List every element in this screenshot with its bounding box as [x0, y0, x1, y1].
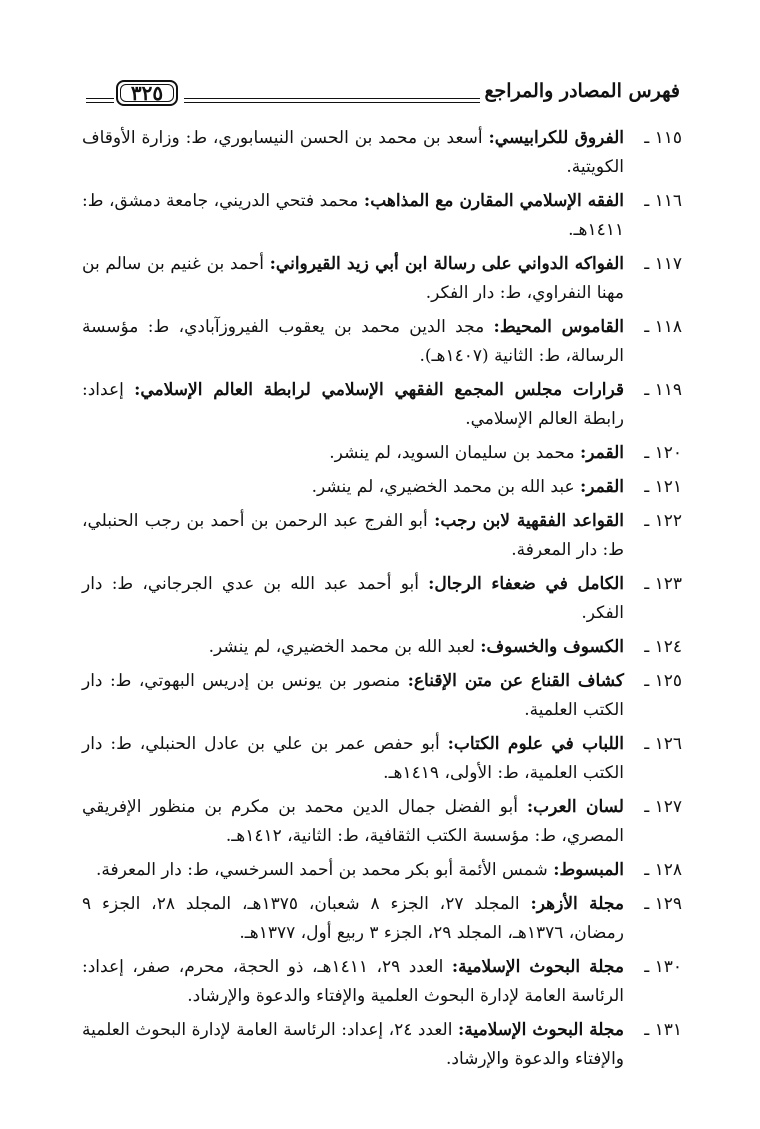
entry-description: أبو الفضل جمال الدين محمد بن مكرم بن منظور الإفريقي المصري، ط: مؤسسة الكتب الثقافية، ط: الثانية، ١٤١٢هـ. [82, 797, 624, 846]
entry-title: المبسوط: [553, 860, 624, 880]
references-list [82, 124, 682, 1079]
entry-number: ١١٦ ـ [644, 191, 682, 211]
entry-description: العدد ٢٤، إعداد: الرئاسة العامة لإدارة البحوث العلمية والإفتاء والدعوة والإرشاد. [82, 1020, 624, 1069]
entry-description: محمد بن سليمان السويد، لم ينشر. [329, 443, 580, 463]
entry-title: لسان العرب: [526, 797, 624, 817]
header-rule-left [86, 98, 114, 103]
entry-title: مجلة البحوث الإسلامية: [457, 1020, 625, 1040]
reference-entry [82, 667, 682, 725]
entry-title: الفقه الإسلامي المقارن مع المذاهب: [363, 191, 624, 211]
entry-description: أبو حفص عمر بن علي بن عادل الحنبلي، ط: دار الكتب العلمية، ط: الأولى، ١٤١٩هـ. [82, 734, 624, 783]
entry-number: ١٣١ ـ [644, 1020, 682, 1040]
entry-title: القمر: [580, 443, 624, 463]
reference-entry [82, 1016, 682, 1074]
entry-description: إعداد: رابطة العالم الإسلامي. [82, 380, 624, 429]
entry-number: ١٢٩ ـ [644, 894, 682, 914]
page-header [86, 78, 680, 108]
entry-description: مجد الدين محمد بن يعقوب الفيروزآبادي، ط: مؤسسة الرسالة، ط: الثانية (١٤٠٧هـ). [82, 317, 624, 366]
entry-title: مجلة البحوث الإسلامية: [451, 957, 625, 977]
entry-title: القواعد الفقهية لابن رجب: [434, 511, 624, 531]
entry-description: المجلد ٢٧، الجزء ٨ شعبان، ١٣٧٥هـ، المجلد ٢٨، الجزء ٩ رمضان، ١٣٧٦هـ، المجلد ٢٩، الجزء ٣ ربيع أول، ١٣٧٧هـ. [82, 894, 624, 943]
reference-entry [82, 633, 682, 662]
entry-number: ١٢٨ ـ [644, 860, 682, 880]
entry-description: أبو الفرج عبد الرحمن بن أحمد بن رجب الحنبلي، ط: دار المعرفة. [82, 511, 624, 560]
reference-entry [82, 187, 682, 245]
entry-description: محمد فتحي الدريني، جامعة دمشق، ط: ١٤١١هـ. [82, 191, 624, 240]
entry-number: ١٣٠ ـ [644, 957, 682, 977]
reference-entry [82, 570, 682, 628]
entry-description: عبد الله بن محمد الخضيري، لم ينشر. [311, 477, 580, 497]
entry-number: ١٢٦ ـ [644, 734, 682, 754]
header-rule [184, 98, 480, 103]
entry-number: ١١٧ ـ [644, 254, 682, 274]
entry-title: الكامل في ضعفاء الرجال: [428, 574, 624, 594]
entry-title: الفروق للكرابيسي: [488, 128, 624, 148]
reference-entry [82, 124, 682, 182]
reference-entry [82, 730, 682, 788]
entry-description: أسعد بن محمد بن الحسن النيسابوري، ط: وزارة الأوقاف الكويتية. [82, 128, 624, 177]
entry-description: العدد ٢٩، ١٤١١هـ، ذو الحجة، محرم، صفر، إعداد: الرئاسة العامة لإدارة البحوث العلمية والإفتاء والدعوة والإرشاد. [82, 957, 624, 1006]
running-title: فهرس المصادر والمراجع [484, 80, 680, 102]
entry-number: ١٢٥ ـ [644, 671, 682, 691]
reference-entry [82, 439, 682, 468]
entry-number: ١١٩ ـ [644, 380, 682, 400]
entry-description: أحمد بن غنيم بن سالم بن مهنا النفراوي، ط: دار الفكر. [82, 254, 624, 303]
entry-number: ١٢٠ ـ [644, 443, 682, 463]
entry-title: مجلة الأزهر: [530, 894, 624, 914]
entry-number: ١١٨ ـ [644, 317, 682, 337]
entry-title: كشاف القناع عن متن الإقناع: [407, 671, 624, 691]
entry-title: القاموس المحيط: [493, 317, 624, 337]
reference-entry [82, 250, 682, 308]
entry-number: ١٢٢ ـ [644, 511, 682, 531]
entry-description: منصور بن يونس بن إدريس البهوتي، ط: دار الكتب العلمية. [82, 671, 624, 720]
reference-entry [82, 376, 682, 434]
reference-entry [82, 793, 682, 851]
entry-number: ١٢٤ ـ [644, 637, 682, 657]
reference-entry [82, 507, 682, 565]
entry-description: لعبد الله بن محمد الخضيري، لم ينشر. [208, 637, 481, 657]
page-number: ٣٢٥ [116, 80, 178, 106]
entry-description: شمس الأئمة أبو بكر محمد بن أحمد السرخسي، ط: دار المعرفة. [95, 860, 554, 880]
entry-title: الكسوف والخسوف: [480, 637, 624, 657]
entry-number: ١١٥ ـ [644, 128, 682, 148]
reference-entry [82, 313, 682, 371]
entry-number: ١٢١ ـ [644, 477, 682, 497]
reference-entry [82, 856, 682, 885]
reference-entry [82, 890, 682, 948]
entry-description: أبو أحمد عبد الله بن عدي الجرجاني، ط: دار الفكر. [82, 574, 624, 623]
reference-entry [82, 473, 682, 502]
entry-title: قرارات مجلس المجمع الفقهي الإسلامي لرابطة العالم الإسلامي: [134, 380, 624, 400]
entry-title: اللباب في علوم الكتاب: [447, 734, 625, 754]
entry-number: ١٢٧ ـ [644, 797, 682, 817]
entry-title: القمر: [580, 477, 624, 497]
entry-title: الفواكه الدواني على رسالة ابن أبي زيد القيرواني: [269, 254, 624, 274]
entry-number: ١٢٣ ـ [644, 574, 682, 594]
reference-entry [82, 953, 682, 1011]
